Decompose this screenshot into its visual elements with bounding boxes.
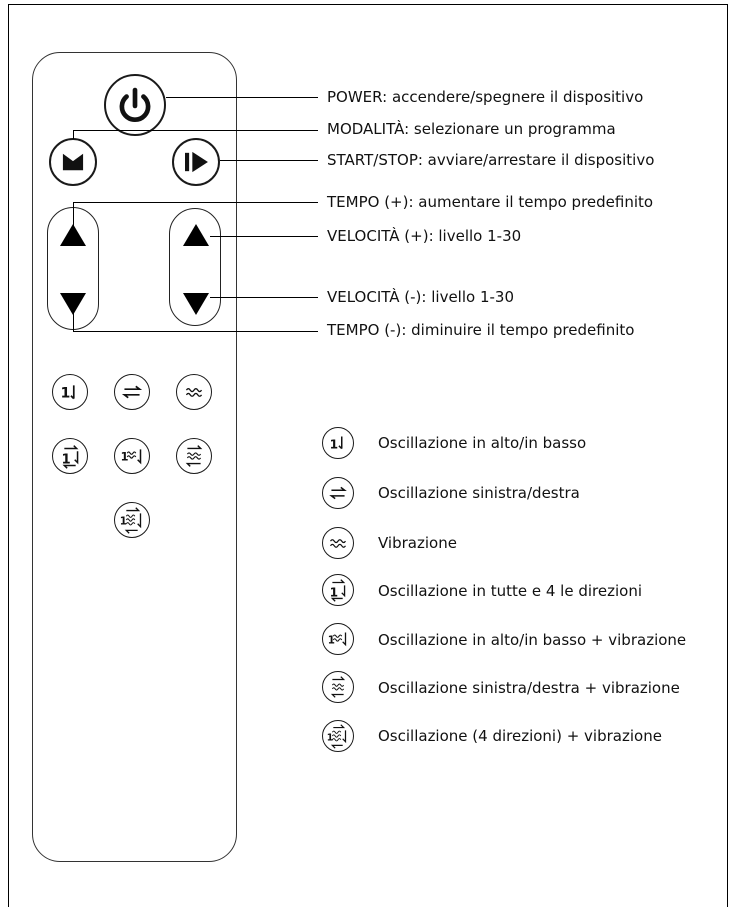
legend-label: Oscillazione sinistra/destra + vibrazione: [378, 679, 680, 697]
time-up-leader-drop: [73, 202, 74, 226]
left-right-oscillation-icon: [323, 478, 353, 508]
legend-icon-four-direction-vibration: [322, 720, 354, 752]
time-up-leader-line: [73, 202, 318, 203]
mode-icon: [51, 140, 95, 184]
legend-label: Oscillazione in tutte e 4 le direzioni: [378, 582, 642, 600]
svg-text:1: 1: [119, 515, 127, 528]
legend-label: Oscillazione sinistra/destra: [378, 484, 580, 502]
left-right-oscillation-icon: [115, 375, 149, 409]
start-stop-callout: START/STOP: avviare/arrestare il dispositivo: [327, 151, 655, 169]
svg-text:1: 1: [329, 437, 339, 452]
up-down-vibration-icon: [323, 624, 353, 654]
left-right-oscillation-button[interactable]: [114, 374, 150, 410]
start-stop-button[interactable]: [172, 138, 220, 186]
time-down-callout: TEMPO (-): diminuire il tempo predefinito: [327, 321, 635, 339]
svg-text:1: 1: [326, 732, 334, 744]
svg-text:1: 1: [329, 585, 339, 600]
legend-icon-up-down-vibration: [322, 623, 354, 655]
time-up-callout: TEMPO (+): aumentare il tempo predefinito: [327, 193, 654, 211]
legend-icon-vibration: [322, 527, 354, 559]
speed-down-callout: VELOCITÀ (-): livello 1-30: [327, 288, 514, 306]
legend-icon-left-right-oscillation: [322, 477, 354, 509]
mode-callout: MODALITÀ: selezionare un programma: [327, 120, 616, 138]
legend-icon-four-direction-oscillation: [322, 574, 354, 606]
up-down-oscillation-button[interactable]: [52, 374, 88, 410]
mode-leader-line: [73, 130, 318, 131]
vibration-icon: [177, 375, 211, 409]
legend-label: Oscillazione (4 direzioni) + vibrazione: [378, 727, 662, 745]
vibration-button[interactable]: [176, 374, 212, 410]
power-leader-line: [166, 97, 318, 98]
up-down-vibration-icon: [115, 439, 149, 473]
legend-label: Vibrazione: [378, 534, 457, 552]
mode-button[interactable]: [49, 138, 97, 186]
left-right-vibration-button[interactable]: [176, 438, 212, 474]
four-direction-vibration-icon: [323, 721, 353, 751]
left-right-vibration-icon: [323, 672, 353, 702]
svg-text:1: 1: [327, 634, 335, 647]
svg-text:1: 1: [120, 449, 129, 464]
four-direction-oscillation-button[interactable]: [52, 438, 88, 474]
svg-text:1: 1: [60, 385, 71, 402]
speed-down-leader-line: [210, 297, 318, 298]
legend-icon-left-right-vibration: [322, 671, 354, 703]
four-direction-vibration-button[interactable]: [114, 502, 150, 538]
power-icon: [106, 76, 164, 134]
speed-up-callout: VELOCITÀ (+): livello 1-30: [327, 227, 522, 245]
legend-icon-up-down-oscillation: [322, 427, 354, 459]
time-up-button[interactable]: [60, 224, 86, 246]
time-down-leader-line: [73, 331, 318, 332]
speed-down-button[interactable]: [183, 293, 209, 315]
mode-leader-drop: [73, 130, 74, 139]
vibration-icon: [323, 528, 353, 558]
speed-up-leader-line: [210, 236, 318, 237]
up-down-oscillation-icon: [323, 428, 353, 458]
speed-up-button[interactable]: [183, 224, 209, 246]
svg-text:1: 1: [61, 452, 71, 468]
up-down-vibration-button[interactable]: [114, 438, 150, 474]
four-direction-oscillation-icon: [53, 439, 87, 473]
four-direction-vibration-icon: [115, 503, 149, 537]
legend-label: Oscillazione in alto/in basso + vibrazione: [378, 631, 687, 649]
power-button[interactable]: [104, 74, 166, 136]
left-right-vibration-icon: [177, 439, 211, 473]
play-pause-icon: [174, 140, 218, 184]
up-down-oscillation-icon: [53, 375, 87, 409]
start-stop-leader-line: [220, 160, 318, 161]
power-callout: POWER: accendere/spegnere il dispositivo: [327, 88, 644, 106]
legend-label: Oscillazione in alto/in basso: [378, 434, 587, 452]
four-direction-oscillation-icon: [323, 575, 353, 605]
time-down-leader-drop: [73, 312, 74, 332]
